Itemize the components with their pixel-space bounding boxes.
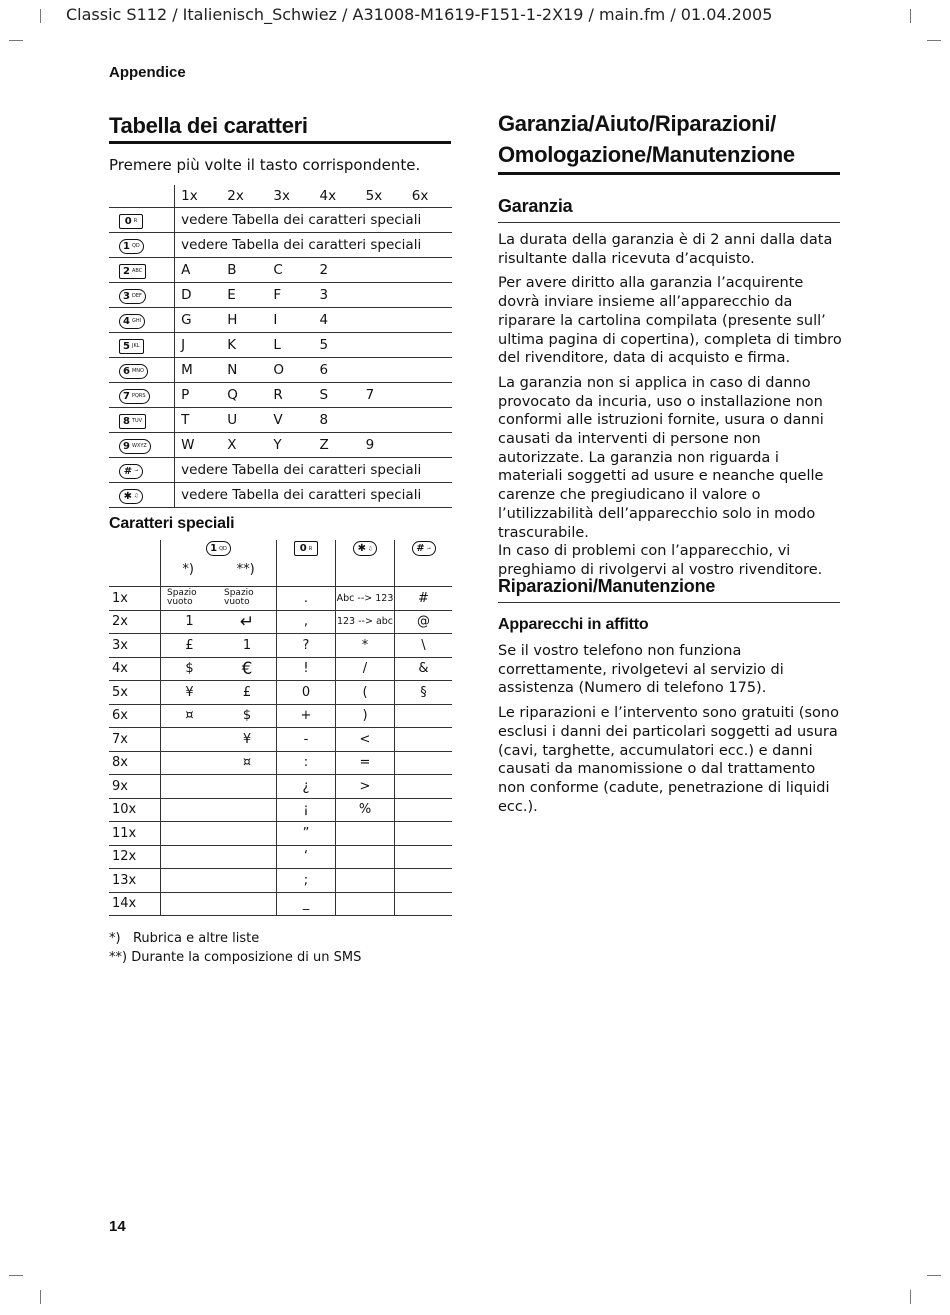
column-header: 3x	[267, 185, 313, 208]
char-cell: 8	[314, 408, 360, 433]
paragraph: Le riparazioni e l’intervento sono gratuiti (sono esclusi i danni dei particolari soggetti ad usura (cavi, targhette, accumulatori ecc.) e danni causati da manomissione o dal trattamento non conforme (cadute, penetrazione di liquidi ecc.).	[498, 705, 839, 815]
key-digit: 3	[123, 290, 130, 302]
table-row	[109, 587, 452, 611]
space-label: Spazio vuoto	[224, 588, 254, 608]
char-cell	[406, 383, 452, 408]
key-letters: ♫	[133, 493, 139, 499]
crop-mark	[910, 9, 911, 23]
riparazioni-heading: Riparazioni/Manutenzione	[498, 576, 716, 596]
char-cell: G	[175, 308, 222, 333]
char-cell: £	[161, 634, 219, 658]
char-cell: 6	[314, 358, 360, 383]
key-✱-icon	[119, 489, 143, 504]
title-rule	[109, 141, 451, 144]
crop-mark	[40, 9, 41, 23]
table-row	[109, 845, 452, 869]
table-row	[109, 822, 452, 846]
paragraph: La garanzia non si applica in caso di danno provocato da incuria, uso o installazione non conformi alle istruzioni fornite, usura o danni causati da interventi di persone non autorizzate. La garanzia non riguarda i materiali soggetti ad usure e neanche quelle carenze che pregiudicano il valore o l’utilizzabilità dell’apparecchio solo in modo trascurabile.	[498, 374, 824, 541]
section-rule	[498, 222, 840, 223]
char-cell: K	[221, 333, 267, 358]
page-number: 14	[109, 1218, 126, 1235]
char-cell: 4	[314, 308, 360, 333]
key-✱-icon	[353, 541, 377, 556]
column-header: 4x	[314, 185, 360, 208]
table-row	[109, 483, 452, 508]
key-cell	[109, 383, 175, 408]
table-header-row	[109, 540, 452, 587]
char-cell: P	[175, 383, 222, 408]
char-cell: /	[336, 657, 395, 681]
char-cell	[161, 751, 219, 775]
special-reference: vedere Tabella dei caratteri speciali	[175, 208, 452, 233]
key-cell	[109, 483, 175, 508]
crop-mark	[9, 1275, 23, 1276]
char-cell: N	[221, 358, 267, 383]
char-cell: !	[277, 657, 336, 681]
key-letters: ⊸	[134, 468, 139, 474]
key-#-icon	[412, 541, 436, 556]
char-cell	[406, 283, 452, 308]
char-cell: £	[218, 681, 277, 705]
key-cell	[109, 258, 175, 283]
key-cell	[109, 308, 175, 333]
char-cell: 3	[314, 283, 360, 308]
char-cell: 7	[360, 383, 406, 408]
section-rule	[498, 602, 840, 603]
table-row	[109, 308, 452, 333]
char-cell	[218, 822, 277, 846]
char-cell	[395, 822, 453, 846]
key-digit: ✱	[357, 543, 366, 554]
char-cell	[161, 775, 219, 799]
char-cell: +	[277, 704, 336, 728]
paragraph: In caso di problemi con l’apparecchio, vi preghiamo di rivolgervi al vostro rivenditore.	[498, 543, 823, 578]
char-cell: 0	[277, 681, 336, 705]
char-cell: B	[221, 258, 267, 283]
affitto-text	[498, 642, 843, 822]
key-digit: 6	[123, 365, 130, 377]
sub-column-label: **)	[236, 562, 255, 577]
char-cell: D	[175, 283, 222, 308]
char-cell: 9	[360, 433, 406, 458]
special-characters-table	[109, 540, 452, 916]
char-cell	[360, 308, 406, 333]
sub-column-label: *)	[182, 562, 194, 577]
char-cell	[395, 798, 453, 822]
char-cell: R	[267, 383, 313, 408]
header-key-cell	[277, 540, 336, 587]
table-row	[109, 258, 452, 283]
key-digit: #	[416, 543, 425, 554]
key-digit: 8	[123, 415, 130, 427]
character-table-title: Tabella dei caratteri	[109, 113, 308, 138]
char-cell: ?	[277, 634, 336, 658]
key-8-icon	[119, 414, 146, 429]
row-label: 14x	[109, 892, 161, 916]
char-cell: $	[218, 704, 277, 728]
char-cell: &	[395, 657, 453, 681]
key-letters: MNO	[131, 368, 144, 374]
key-letters: R	[308, 545, 313, 552]
char-cell	[395, 869, 453, 893]
table-row	[109, 892, 452, 916]
key-0-icon	[119, 214, 143, 229]
table-header-row	[109, 185, 452, 208]
char-cell: -	[277, 728, 336, 752]
table-row	[109, 433, 452, 458]
key-6-icon	[119, 364, 148, 379]
char-cell: ¤	[218, 751, 277, 775]
char-cell: §	[395, 681, 453, 705]
char-cell	[360, 358, 406, 383]
title-rule	[498, 172, 840, 175]
key-letters: DEF	[131, 293, 142, 299]
key-1-icon	[206, 541, 231, 556]
table-row	[109, 775, 452, 799]
char-cell	[161, 587, 219, 611]
key-1-icon	[119, 239, 144, 254]
key-cell	[109, 208, 175, 233]
char-cell	[218, 587, 277, 611]
key-9-icon	[119, 439, 151, 454]
column-header: 5x	[360, 185, 406, 208]
char-cell: U	[221, 408, 267, 433]
char-cell	[336, 822, 395, 846]
key-digit: 0	[299, 543, 307, 554]
key-cell	[109, 283, 175, 308]
char-cell	[218, 775, 277, 799]
char-cell: M	[175, 358, 222, 383]
row-label: 12x	[109, 845, 161, 869]
key-letters: R	[133, 218, 138, 224]
key-cell	[109, 433, 175, 458]
char-cell	[161, 728, 219, 752]
char-cell: ¤	[161, 704, 219, 728]
row-label: 11x	[109, 822, 161, 846]
crop-mark	[910, 1290, 911, 1304]
char-cell: (	[336, 681, 395, 705]
char-cell: 5	[314, 333, 360, 358]
crop-mark	[927, 1275, 941, 1276]
row-label: 13x	[109, 869, 161, 893]
char-cell	[336, 892, 395, 916]
warranty-title-line: Garanzia/Aiuto/Riparazioni/	[498, 111, 776, 136]
char-cell: L	[267, 333, 313, 358]
key-letters: QⅮ	[219, 545, 227, 552]
key-digit: 7	[123, 390, 130, 402]
table-row	[109, 408, 452, 433]
char-cell	[360, 408, 406, 433]
char-cell	[406, 308, 452, 333]
table-row	[109, 798, 452, 822]
char-cell: A	[175, 258, 222, 283]
key-0-icon	[294, 541, 318, 556]
char-cell	[395, 892, 453, 916]
section-label: Appendice	[109, 64, 186, 81]
char-cell	[406, 333, 452, 358]
char-cell: T	[175, 408, 222, 433]
char-cell	[161, 845, 219, 869]
key-digit: 1	[210, 543, 218, 554]
paragraph: Per avere diritto alla garanzia l’acquirente dovrà inviare insieme all’apparecchio da riparare la cartolina compilata (presente sull’ ultima pagina di copertina), completa di timbro del rivenditore, data di acquisto e firma.	[498, 275, 842, 367]
char-cell: #	[395, 587, 453, 611]
special-reference: vedere Tabella dei caratteri speciali	[175, 233, 452, 258]
char-cell: Abc --> 123	[336, 587, 395, 611]
footnote: **) Durante la composizione di un SMS	[109, 950, 362, 965]
row-label: 1x	[109, 587, 161, 611]
char-cell: X	[221, 433, 267, 458]
char-cell: F	[267, 283, 313, 308]
char-cell	[406, 258, 452, 283]
char-cell: ;	[277, 869, 336, 893]
warranty-title	[498, 108, 795, 170]
row-label: 5x	[109, 681, 161, 705]
char-cell: Z	[314, 433, 360, 458]
crop-mark	[927, 40, 941, 41]
char-cell	[161, 798, 219, 822]
char-cell: =	[336, 751, 395, 775]
char-cell	[161, 869, 219, 893]
char-cell: $	[161, 657, 219, 681]
paragraph: Se il vostro telefono non funziona correttamente, rivolgetevi al servizio di assistenza (Numero di telefono 175).	[498, 643, 784, 697]
special-characters-title: Caratteri speciali	[109, 515, 235, 532]
char-cell: >	[336, 775, 395, 799]
char-cell: <	[336, 728, 395, 752]
key-cell	[109, 358, 175, 383]
header-key-cell	[336, 540, 395, 587]
key-letters: TUV	[131, 418, 143, 424]
char-cell	[218, 845, 277, 869]
key-letters: ⊸	[426, 545, 431, 552]
key-digit: 2	[123, 265, 130, 277]
garanzia-heading: Garanzia	[498, 196, 573, 216]
key-digit: ✱	[123, 490, 132, 502]
key-letters: GHI	[131, 318, 142, 324]
char-cell: _	[277, 892, 336, 916]
char-cell: 1	[218, 634, 277, 658]
char-cell: H	[221, 308, 267, 333]
row-label: 8x	[109, 751, 161, 775]
char-cell: ”	[277, 822, 336, 846]
key-cell	[109, 458, 175, 483]
char-cell	[406, 433, 452, 458]
row-label: 3x	[109, 634, 161, 658]
key-letters: ABC	[131, 268, 143, 274]
row-label: 2x	[109, 610, 161, 634]
char-cell	[395, 775, 453, 799]
char-cell: Y	[267, 433, 313, 458]
key-digit: 9	[123, 440, 130, 452]
char-cell	[406, 358, 452, 383]
char-cell: )	[336, 704, 395, 728]
column-header: 2x	[221, 185, 267, 208]
char-cell: W	[175, 433, 222, 458]
key-#-icon	[119, 464, 143, 479]
character-table	[109, 185, 452, 508]
table-row	[109, 383, 452, 408]
char-cell	[218, 798, 277, 822]
space-label: Spazio vuoto	[167, 588, 197, 608]
char-cell: @	[395, 610, 453, 634]
char-cell	[395, 728, 453, 752]
char-cell: 2	[314, 258, 360, 283]
key-letters: PQRS	[131, 393, 146, 399]
table-row	[109, 751, 452, 775]
header-key-cell	[395, 540, 453, 587]
table-row	[109, 283, 452, 308]
garanzia-text	[498, 231, 843, 586]
char-cell: ‘	[277, 845, 336, 869]
key-cell	[109, 233, 175, 258]
char-cell	[218, 869, 277, 893]
char-cell: 1	[161, 610, 219, 634]
table-row	[109, 333, 452, 358]
paragraph: La durata della garanzia è di 2 anni dalla data risultante dalla ricevuta d’acquisto.	[498, 232, 833, 267]
table-row	[109, 208, 452, 233]
table-row	[109, 458, 452, 483]
char-cell: O	[267, 358, 313, 383]
table-row	[109, 704, 452, 728]
char-cell: Q	[221, 383, 267, 408]
char-cell	[395, 704, 453, 728]
char-cell	[161, 822, 219, 846]
warranty-title-line: Omologazione/Manutenzione	[498, 142, 795, 167]
char-cell	[360, 333, 406, 358]
char-cell	[336, 845, 395, 869]
char-cell: ¿	[277, 775, 336, 799]
char-cell: \	[395, 634, 453, 658]
crop-mark	[40, 1290, 41, 1304]
row-label: 9x	[109, 775, 161, 799]
table-row	[109, 610, 452, 634]
char-cell: J	[175, 333, 222, 358]
key-letters: WXYZ	[131, 443, 147, 449]
char-cell: E	[221, 283, 267, 308]
char-cell: ¥	[161, 681, 219, 705]
key-5-icon	[119, 339, 144, 354]
column-header: 6x	[406, 185, 452, 208]
crop-mark	[9, 40, 23, 41]
key-digit: 0	[124, 215, 132, 227]
char-cell	[360, 283, 406, 308]
footnote: *) Rubrica e altre liste	[109, 931, 260, 946]
char-cell	[406, 408, 452, 433]
char-cell: ¥	[218, 728, 277, 752]
char-cell: ,	[277, 610, 336, 634]
key-2-icon	[119, 264, 146, 279]
char-cell	[218, 892, 277, 916]
key-digit: 1	[123, 240, 130, 252]
char-cell: ¡	[277, 798, 336, 822]
table-row	[109, 358, 452, 383]
header-key-cell	[161, 540, 277, 587]
char-cell: :	[277, 751, 336, 775]
char-cell: I	[267, 308, 313, 333]
key-7-icon	[119, 389, 150, 404]
table-row	[109, 657, 452, 681]
char-cell: €	[218, 657, 277, 681]
char-cell	[395, 751, 453, 775]
char-cell: V	[267, 408, 313, 433]
char-cell: C	[267, 258, 313, 283]
table-row	[109, 681, 452, 705]
key-digit: 4	[123, 315, 130, 327]
char-cell: .	[277, 587, 336, 611]
row-label: 7x	[109, 728, 161, 752]
key-digit: #	[123, 465, 133, 477]
special-reference: vedere Tabella dei caratteri speciali	[175, 483, 452, 508]
table-row	[109, 634, 452, 658]
special-reference: vedere Tabella dei caratteri speciali	[175, 458, 452, 483]
char-cell: S	[314, 383, 360, 408]
key-letters: JKL	[131, 343, 140, 349]
char-cell	[360, 258, 406, 283]
char-cell	[336, 869, 395, 893]
char-cell: *	[336, 634, 395, 658]
row-label: 10x	[109, 798, 161, 822]
char-cell: 123 --> abc	[336, 610, 395, 634]
header-cell	[109, 185, 175, 208]
table-row	[109, 233, 452, 258]
row-label: 4x	[109, 657, 161, 681]
key-3-icon	[119, 289, 146, 304]
key-cell	[109, 408, 175, 433]
key-cell	[109, 333, 175, 358]
intro-text: Premere più volte il tasto corrispondente.	[109, 156, 421, 174]
char-cell	[161, 892, 219, 916]
char-cell: %	[336, 798, 395, 822]
key-letters: QⅮ	[131, 243, 140, 249]
affitto-heading: Apparecchi in affitto	[498, 616, 649, 633]
char-cell	[395, 845, 453, 869]
key-letters: ♫	[367, 545, 373, 552]
row-label: 6x	[109, 704, 161, 728]
header-cell	[109, 540, 161, 587]
char-cell: ↵	[218, 610, 277, 634]
footnotes	[109, 929, 361, 967]
table-row	[109, 869, 452, 893]
key-4-icon	[119, 314, 145, 329]
key-digit: 5	[123, 340, 130, 352]
column-header: 1x	[175, 185, 222, 208]
table-row	[109, 728, 452, 752]
running-head: Classic S112 / Italienisch_Schwiez / A31008-M1619-F151-1-2X19 / main.fm / 01.04.2005	[66, 5, 773, 24]
